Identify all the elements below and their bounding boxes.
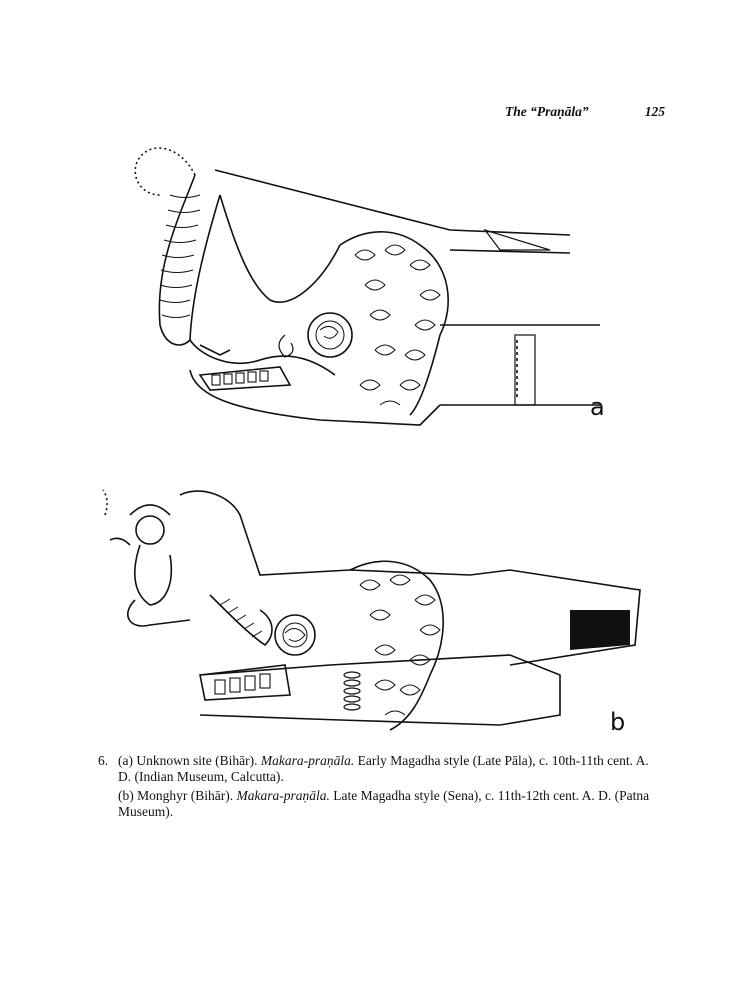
caption-a-rest: Early Magadha style (Late Pāla), c. 10th-11th cent. A. D. (Indian Museum, Calcutta). xyxy=(118,753,649,784)
caption-number: 6. xyxy=(98,753,109,768)
caption-a xyxy=(98,753,658,785)
figure-caption xyxy=(98,753,658,820)
caption-b-italic: Makara-praṇāla. xyxy=(236,788,330,803)
running-header xyxy=(505,104,665,126)
caption-b-rest: Late Magadha style (Sena), c. 11th-12th cent. A. D. (Patna Museum). xyxy=(118,788,650,819)
caption-b-prefix: (b) Monghyr (Bihār). xyxy=(118,788,234,803)
figure-b-letter: b xyxy=(610,708,626,736)
figure-b-makara-pranala-drawing xyxy=(90,485,660,740)
running-title: The “Praṇāla” xyxy=(505,104,589,119)
figure-a-makara-pranala-drawing xyxy=(120,135,640,445)
figure-a-letter: a xyxy=(590,393,605,421)
caption-a-italic: Makara-praṇāla. xyxy=(260,753,355,768)
page-number: 125 xyxy=(644,104,665,119)
caption-a-prefix: (a) Unknown site (Bihār). xyxy=(118,753,258,768)
caption-b xyxy=(98,788,658,820)
